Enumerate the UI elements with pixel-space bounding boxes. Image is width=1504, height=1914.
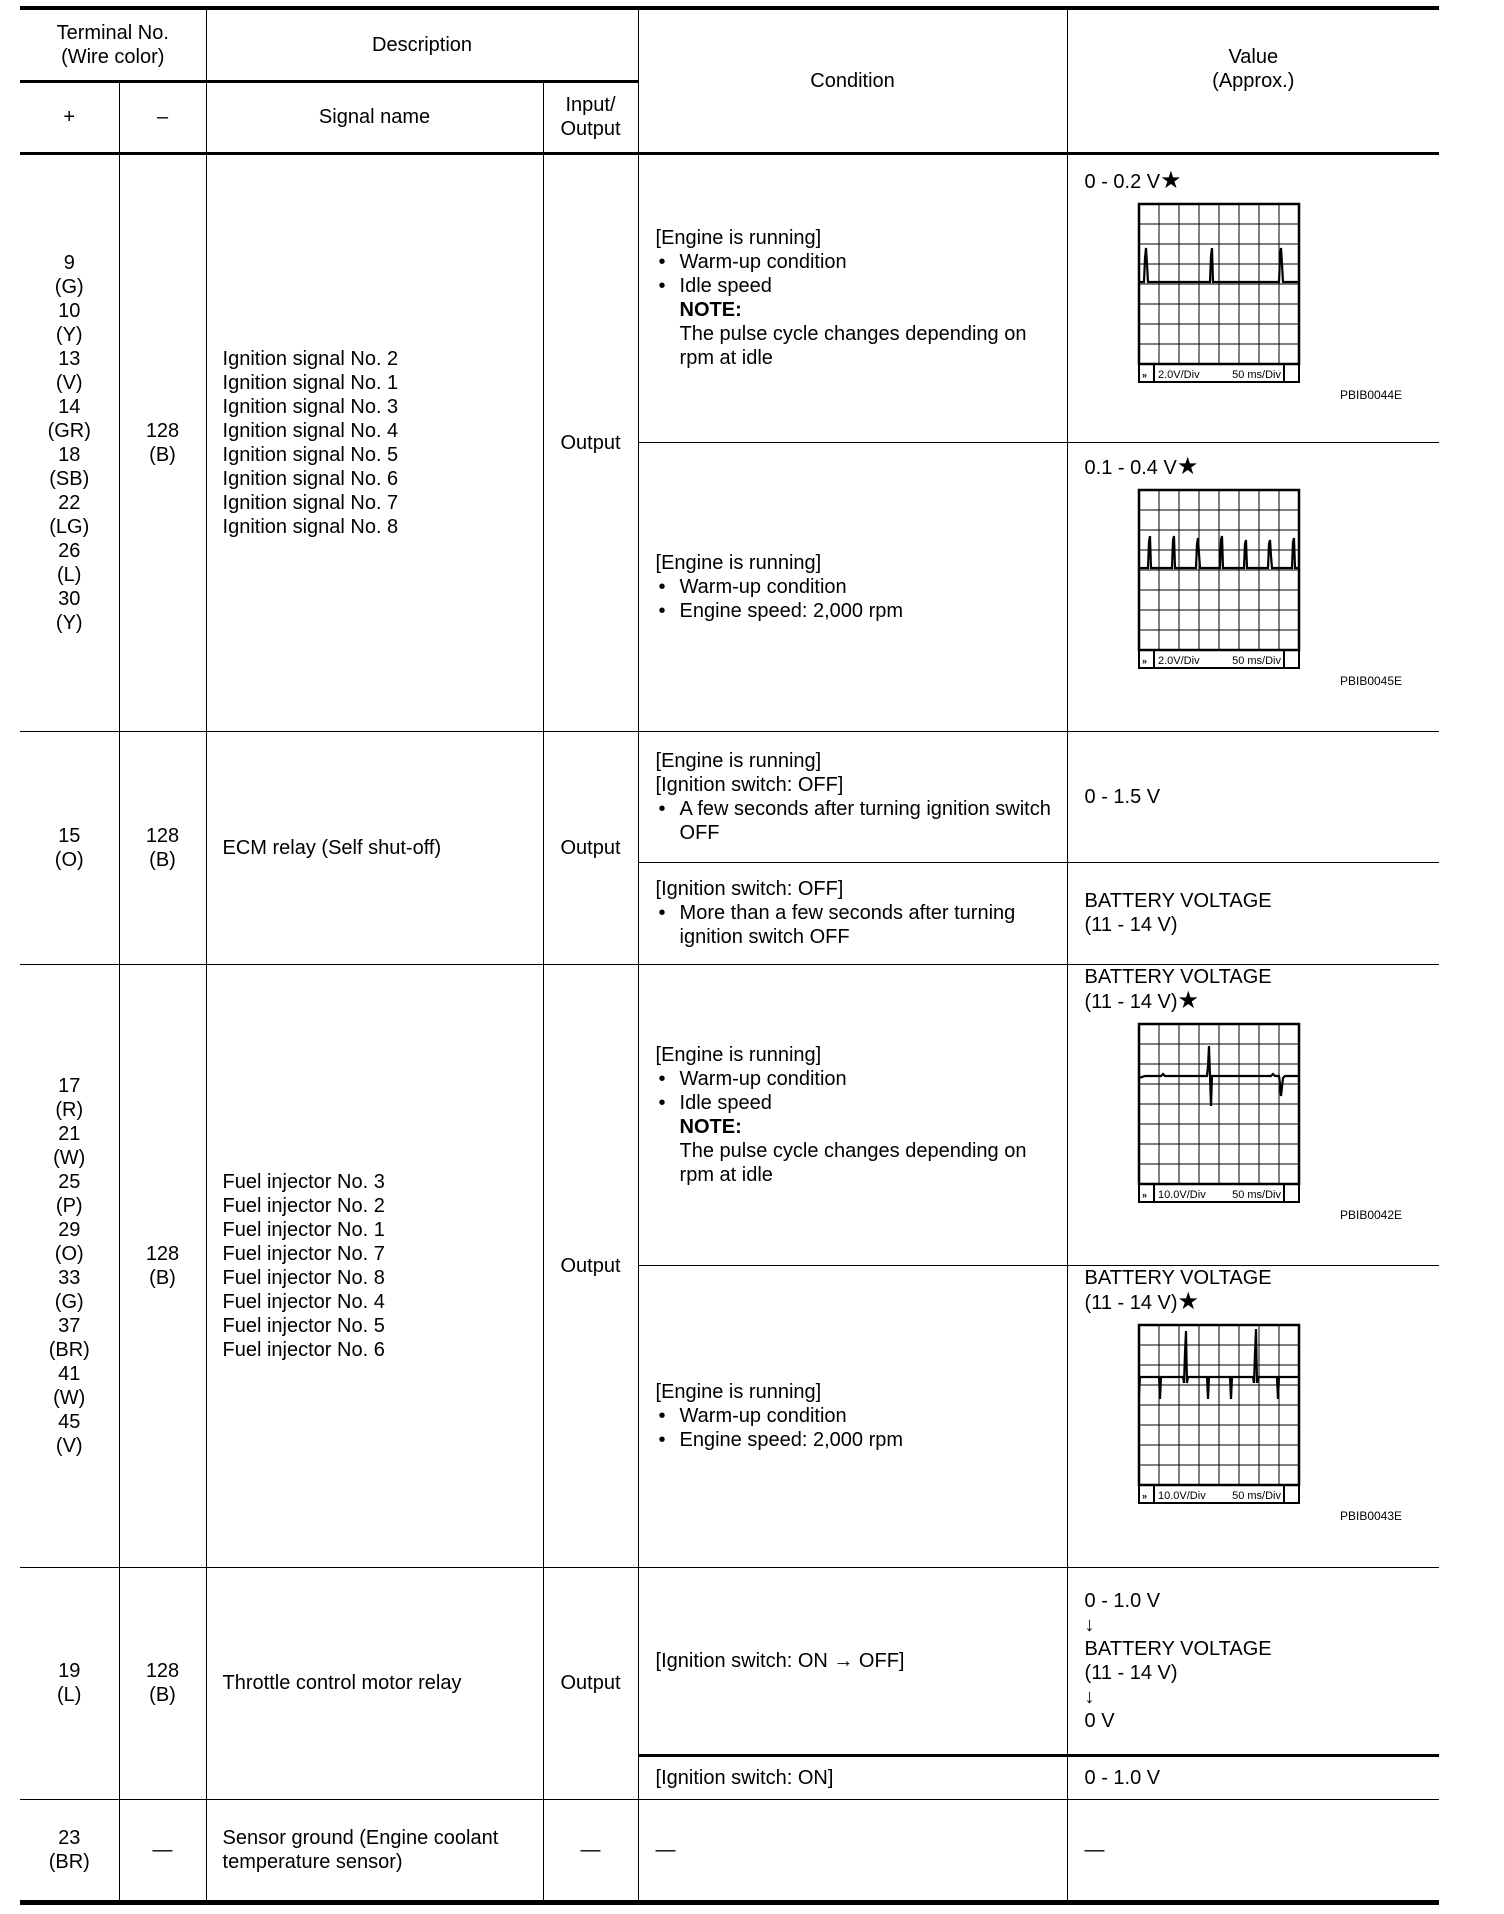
ecm-terminal-table	[20, 6, 1439, 1905]
signal-name: Fuel injector No. 6	[222, 1338, 385, 1361]
terminal-number: 23	[58, 1826, 81, 1849]
terminal-number: 17	[58, 1074, 81, 1097]
wire-color: (R)	[55, 1098, 84, 1121]
value-line: 0 - 0.2 V	[1084, 170, 1161, 193]
wire-color: (BR)	[48, 1338, 90, 1361]
star-icon: ★	[1177, 1287, 1200, 1315]
wire-color: (L)	[57, 1684, 82, 1706]
signal-name-cell	[206, 731, 543, 964]
value-line-with-star	[1084, 452, 1430, 480]
value-cell	[1067, 1567, 1439, 1755]
terminal-number: 18	[58, 443, 81, 466]
terminal-item	[20, 251, 119, 299]
terminal-item	[20, 1659, 119, 1707]
value-cell	[1067, 862, 1439, 964]
header-condition: Condition	[638, 8, 1067, 153]
terminal-plus-cell	[20, 731, 119, 964]
star-icon: ★	[1160, 166, 1182, 194]
signal-name: Sensor ground (Engine coolant temperature sensor)	[222, 1826, 499, 1873]
input-output-cell: Output	[543, 964, 638, 1567]
wire-color: (Y)	[55, 611, 83, 634]
time-per-div: 50 ms/Div	[1231, 1188, 1281, 1201]
time-per-div: 50 ms/Div	[1231, 1489, 1281, 1502]
signal-name-cell	[206, 964, 543, 1567]
signal-name: Ignition signal No. 4	[222, 419, 399, 442]
condition-cell	[638, 1265, 1067, 1567]
condition-line: The pulse cycle changes depending on rpm at idle	[679, 323, 1027, 369]
header-terminal-no: Terminal No. (Wire color)	[20, 8, 206, 81]
signal-name: Ignition signal No. 3	[222, 395, 399, 418]
terminal-item	[20, 299, 119, 347]
value-line-with-star	[1084, 986, 1430, 1014]
header-minus: –	[119, 81, 206, 153]
signal-name: Fuel injector No. 1	[222, 1218, 385, 1241]
condition-cell	[638, 1567, 1067, 1755]
terminal-item	[20, 491, 119, 539]
header-value: Value (Approx.)	[1067, 8, 1439, 153]
value-line: 0 V	[1084, 1709, 1115, 1732]
condition-cell	[638, 153, 1067, 442]
terminal-list	[20, 1074, 119, 1458]
wire-color: (B)	[149, 1266, 176, 1289]
condition-cell	[638, 442, 1067, 731]
figure-code: PBIB0043E	[1339, 1508, 1403, 1523]
signal-name: Throttle control motor relay	[222, 1672, 462, 1694]
terminal-minus-cell	[119, 964, 206, 1567]
value-cell	[1067, 442, 1439, 731]
value-line: 0.1 - 0.4 V	[1084, 456, 1177, 479]
value-cell	[1067, 964, 1439, 1265]
condition-bullet: • Warm-up condition	[656, 575, 1057, 599]
terminal-number: 128	[145, 1660, 180, 1682]
header-description: Description	[206, 8, 638, 81]
value-line: 0 - 1.5 V	[1084, 785, 1161, 808]
condition-cell	[638, 964, 1067, 1265]
value-line-with-star	[1084, 166, 1430, 194]
terminal-minus-cell	[119, 1567, 206, 1799]
terminal-minus-cell	[119, 731, 206, 964]
input-output-cell: Output	[543, 731, 638, 964]
signal-name-cell	[206, 153, 543, 731]
terminal-number: 41	[58, 1362, 81, 1385]
volts-per-div: 10.0V/Div	[1157, 1188, 1206, 1201]
signal-list	[207, 1671, 543, 1695]
condition-bullet: • Engine speed: 2,000 rpm	[656, 599, 1057, 623]
terminal-number: 29	[58, 1218, 81, 1241]
value-line: 0 - 1.0 V	[1084, 1589, 1161, 1612]
terminal-minus-cell	[119, 1799, 206, 1902]
condition-line: [Engine is running]	[655, 551, 822, 574]
terminal-minus-cell	[119, 153, 206, 731]
table-row	[20, 731, 1439, 862]
wire-color: (B)	[149, 848, 176, 871]
value-line: BATTERY VOLTAGE	[1084, 890, 1272, 912]
condition-cell	[638, 862, 1067, 964]
signal-name-cell	[206, 1799, 543, 1902]
condition-bullet: • More than a few seconds after turning ignition switch OFF	[656, 901, 1057, 949]
header-signal-name: Signal name	[206, 81, 543, 153]
terminal-item	[20, 395, 119, 443]
wire-color: (G)	[54, 275, 84, 298]
forward-icon: »	[1141, 1189, 1147, 1200]
terminal-item	[20, 1266, 119, 1314]
value-line: (11 - 14 V)	[1084, 914, 1178, 936]
volts-per-div: 2.0V/Div	[1157, 368, 1200, 381]
wire-color: (G)	[54, 1290, 84, 1313]
oscilloscope-waveform	[1137, 1323, 1303, 1507]
signal-name: Fuel injector No. 8	[222, 1266, 385, 1289]
terminal-list	[20, 251, 119, 635]
terminal-item	[20, 347, 119, 395]
signal-name: Ignition signal No. 5	[222, 443, 399, 466]
terminal-item	[20, 443, 119, 491]
terminal-item	[20, 587, 119, 635]
time-per-div: 50 ms/Div	[1231, 368, 1281, 381]
oscilloscope-waveform	[1137, 202, 1303, 386]
condition-line: [Engine is running]	[655, 1381, 822, 1403]
terminal-number: 30	[58, 587, 81, 610]
wire-color: (O)	[54, 1242, 84, 1265]
condition-line: [Engine is running]	[655, 227, 822, 249]
signal-name: Fuel injector No. 3	[222, 1170, 385, 1193]
terminal-number: 33	[58, 1266, 81, 1289]
signal-name-cell	[206, 1567, 543, 1799]
forward-icon: »	[1141, 655, 1147, 666]
condition-bullet: • Idle speed	[656, 274, 1057, 298]
value-line: ↓	[1084, 1685, 1095, 1708]
condition-line: [Ignition switch: OFF]	[655, 773, 844, 796]
terminal-list	[20, 824, 119, 872]
terminal-plus-cell	[20, 1567, 119, 1799]
table-row	[20, 1799, 1439, 1902]
note-heading: NOTE:	[679, 1115, 742, 1138]
signal-name: Ignition signal No. 1	[222, 371, 399, 394]
wire-color: (Y)	[55, 323, 83, 346]
terminal-list	[20, 1659, 119, 1707]
terminal-item	[20, 1314, 119, 1362]
wire-color: (L)	[57, 563, 82, 586]
terminal-number: 37	[58, 1314, 81, 1337]
terminal-number: 25	[58, 1170, 81, 1193]
signal-name: Ignition signal No. 6	[222, 467, 399, 490]
terminal-item	[20, 1362, 119, 1410]
value-cell	[1067, 153, 1439, 442]
terminal-plus-cell	[20, 1799, 119, 1902]
terminal-number: 128	[145, 824, 180, 847]
wire-color: (O)	[54, 848, 84, 871]
value-line: (11 - 14 V)	[1084, 1661, 1178, 1684]
terminal-item	[20, 1122, 119, 1170]
signal-name: Fuel injector No. 5	[222, 1314, 385, 1337]
condition-cell	[638, 1755, 1067, 1799]
condition-bullet: • A few seconds after turning ignition switch OFF	[656, 797, 1057, 845]
terminal-item	[20, 1826, 119, 1874]
value-cell	[1067, 731, 1439, 862]
terminal-item	[20, 1218, 119, 1266]
wire-color: (V)	[55, 1434, 83, 1457]
wire-color: (B)	[149, 443, 176, 466]
terminal-plus-cell	[20, 153, 119, 731]
forward-icon: »	[1141, 369, 1147, 380]
terminal-number: 14	[58, 395, 81, 418]
condition-line: The pulse cycle changes depending on rpm at idle	[679, 1139, 1027, 1186]
header-plus: +	[20, 81, 119, 153]
oscilloscope-waveform	[1137, 488, 1303, 672]
terminal-item	[20, 1410, 119, 1458]
input-output-cell: Output	[543, 153, 638, 731]
value-cell	[1067, 1265, 1439, 1567]
table-row	[20, 1567, 1439, 1755]
value-cell	[1067, 1755, 1439, 1799]
signal-name: Fuel injector No. 7	[222, 1242, 385, 1265]
star-icon: ★	[1176, 452, 1199, 480]
input-output-cell: —	[543, 1799, 638, 1902]
figure-code: PBIB0044E	[1339, 387, 1403, 402]
terminal-list	[20, 1826, 119, 1874]
signal-name: Ignition signal No. 2	[222, 347, 399, 370]
terminal-number: 15	[58, 824, 81, 847]
value-line: (11 - 14 V)	[1084, 990, 1178, 1013]
wire-color: (W)	[53, 1146, 86, 1169]
table-row	[20, 153, 1439, 442]
value-line: (11 - 14 V)	[1084, 1291, 1178, 1314]
terminal-number: 128	[145, 419, 180, 442]
figure-code: PBIB0042E	[1339, 1207, 1403, 1222]
terminal-plus-cell	[20, 964, 119, 1567]
terminal-number: 21	[58, 1122, 81, 1145]
wire-color: (SB)	[49, 467, 90, 490]
wire-color: (B)	[149, 1684, 176, 1706]
condition-line: [Ignition switch: ON]	[655, 1766, 834, 1789]
terminal-number: 9	[63, 251, 75, 274]
signal-list	[207, 836, 543, 860]
condition-line: [Ignition switch: ON → OFF]	[655, 1649, 905, 1672]
condition-bullet: • Engine speed: 2,000 rpm	[656, 1428, 1057, 1452]
condition-bullet: • Warm-up condition	[656, 250, 1057, 274]
terminal-number: 128	[145, 1242, 180, 1265]
terminal-number: 26	[58, 539, 81, 562]
header-input-output: Input/ Output	[543, 81, 638, 153]
terminal-number: —	[152, 1838, 173, 1861]
volts-per-div: 2.0V/Div	[1157, 654, 1200, 667]
time-per-div: 50 ms/Div	[1231, 654, 1281, 667]
table-row	[20, 964, 1439, 1265]
figure-code: PBIB0045E	[1339, 673, 1403, 688]
signal-name: Ignition signal No. 7	[222, 491, 399, 514]
signal-list	[207, 347, 543, 539]
condition-line: [Engine is running]	[655, 749, 822, 772]
condition-line: —	[655, 1838, 676, 1861]
signal-name: Fuel injector No. 4	[222, 1290, 385, 1313]
signal-list	[207, 1170, 543, 1362]
wire-color: (LG)	[49, 515, 90, 538]
signal-list	[207, 1826, 543, 1874]
signal-name: ECM relay (Self shut-off)	[222, 836, 442, 859]
condition-line: [Engine is running]	[655, 1043, 822, 1066]
wire-color: (GR)	[47, 419, 91, 442]
wire-color: (P)	[55, 1194, 83, 1217]
terminal-item	[20, 1170, 119, 1218]
signal-name: Ignition signal No. 8	[222, 515, 399, 538]
terminal-item	[20, 1074, 119, 1122]
condition-cell	[638, 731, 1067, 862]
value-line: 0 - 1.0 V	[1084, 1766, 1161, 1789]
terminal-number: 19	[58, 1660, 81, 1682]
terminal-item	[20, 824, 119, 872]
condition-bullet: • Idle speed	[656, 1091, 1057, 1115]
signal-name: Fuel injector No. 2	[222, 1194, 385, 1217]
input-output-cell: Output	[543, 1567, 638, 1799]
terminal-number: 45	[58, 1410, 81, 1433]
condition-line: [Ignition switch: OFF]	[655, 878, 844, 900]
wire-color: (BR)	[48, 1850, 90, 1873]
condition-cell	[638, 1799, 1067, 1902]
value-line: BATTERY VOLTAGE	[1084, 1637, 1272, 1660]
terminal-number: 13	[58, 347, 81, 370]
value-line: BATTERY VOLTAGE	[1084, 965, 1272, 988]
forward-icon: »	[1141, 1490, 1147, 1501]
oscilloscope-waveform	[1137, 1022, 1303, 1206]
terminal-number: 22	[58, 491, 81, 514]
value-line: ↓	[1084, 1613, 1095, 1636]
value-line: —	[1084, 1838, 1105, 1861]
note-heading: NOTE:	[679, 299, 742, 321]
terminal-item	[20, 539, 119, 587]
value-cell	[1067, 1799, 1439, 1902]
star-icon: ★	[1177, 986, 1200, 1014]
value-line-with-star	[1084, 1287, 1430, 1315]
wire-color: (V)	[55, 371, 83, 394]
value-line: BATTERY VOLTAGE	[1084, 1266, 1272, 1289]
condition-bullet: • Warm-up condition	[656, 1404, 1057, 1428]
terminal-number: 10	[58, 299, 81, 322]
condition-bullet: • Warm-up condition	[656, 1067, 1057, 1091]
volts-per-div: 10.0V/Div	[1157, 1489, 1206, 1502]
wire-color: (W)	[53, 1386, 86, 1409]
